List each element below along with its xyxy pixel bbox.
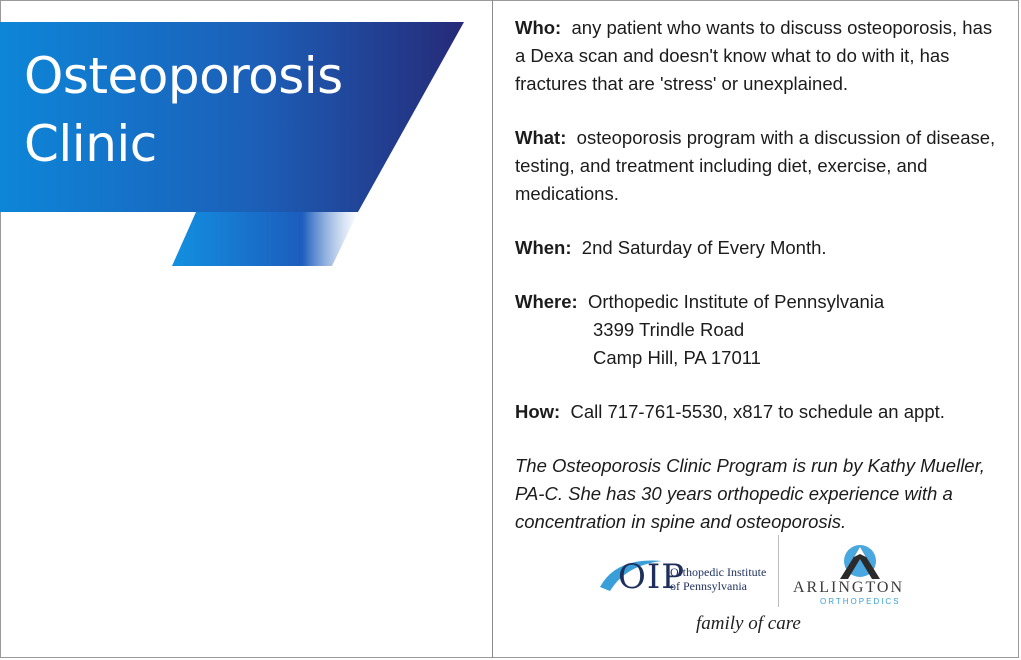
where-line-1: Orthopedic Institute of Pennsylvania <box>587 291 885 312</box>
center-divider <box>492 0 493 658</box>
arlington-mountain-icon <box>834 539 886 583</box>
where-line-2: 3399 Trindle Road <box>593 319 745 340</box>
how-label: How: <box>515 401 561 422</box>
when-text: 2nd Saturday of Every Month. <box>581 237 827 258</box>
oip-name-line-1: Orthopedic Institute <box>670 565 767 579</box>
how-text: Call 717-761-5530, x817 to schedule an appt. <box>570 401 945 422</box>
page-title <box>24 42 343 178</box>
who-section <box>515 14 1005 98</box>
oip-name-line-2: of Pennsylvania <box>670 579 747 593</box>
who-text: any patient who wants to discuss osteoporosis, has a Dexa scan and doesn't know what to do with it, has fractures that are 'stress' or unexplained. <box>515 17 993 94</box>
where-line-3: Camp Hill, PA 17011 <box>593 347 761 368</box>
oip-full-name <box>670 565 766 593</box>
title-line-2: Clinic <box>24 115 157 173</box>
how-section <box>515 398 1005 426</box>
program-note: The Osteoporosis Clinic Program is run by Kathy Mueller, PA-C. She has 30 years orthopedic experience with a concentration in spine and osteoporosis. <box>515 455 985 532</box>
oip-logo-text: OIP <box>618 557 686 597</box>
info-panel <box>515 14 1005 562</box>
logo-divider <box>778 535 779 607</box>
arlington-subtitle: ORTHOPEDICS <box>820 597 901 606</box>
tagline: family of care <box>696 613 801 634</box>
when-label: When: <box>515 237 572 258</box>
who-label: Who: <box>515 17 562 38</box>
what-text: osteoporosis program with a discussion of disease, testing, and treatment including diet, exercise, and medications. <box>515 127 996 204</box>
arlington-logo-text: ARLINGTON <box>793 579 905 596</box>
title-line-1: Osteoporosis <box>24 47 343 105</box>
when-section <box>515 234 1005 262</box>
where-section <box>515 288 1005 372</box>
what-label: What: <box>515 127 567 148</box>
elderly-couple-wordcloud <box>30 290 370 645</box>
where-label: Where: <box>515 291 578 312</box>
what-section <box>515 124 1005 208</box>
logo-row <box>596 535 936 645</box>
